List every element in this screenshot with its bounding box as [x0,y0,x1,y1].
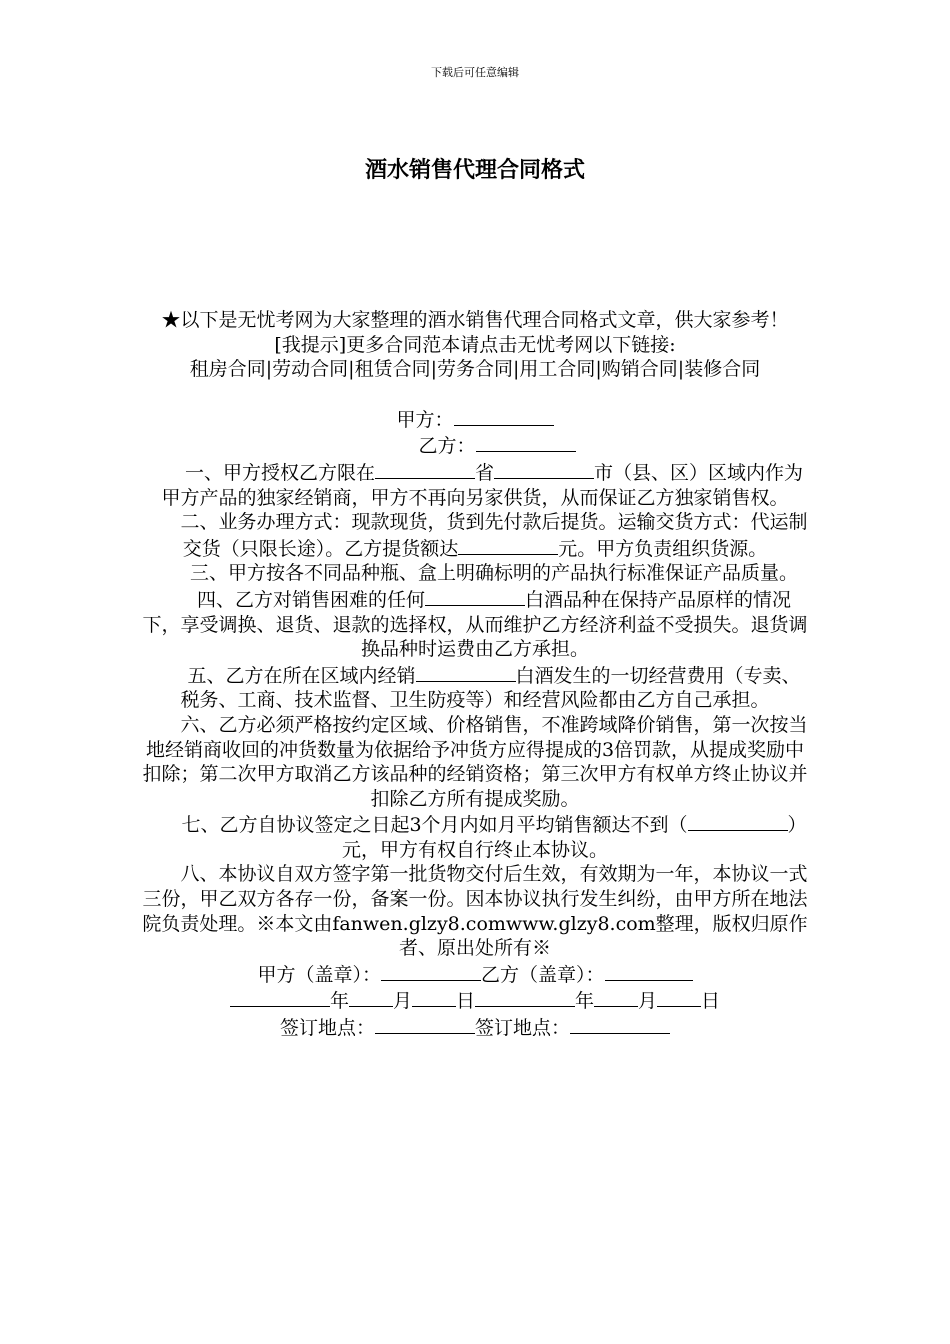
year-b-label: 年 [575,990,595,1013]
party-a-label: 甲方： [396,408,454,431]
year-a-label: 年 [329,990,349,1013]
sign-b-blank [605,961,693,981]
province-blank [375,459,475,479]
sales-blank [688,811,788,831]
month-b-label: 月 [638,990,658,1013]
intro-line-2: [我提示]更多合同范本请点击无忧考网以下链接: [274,333,676,356]
place-a-blank [375,1014,475,1034]
clause-5-text-b: 白酒发生的一切经营费用（专卖、税务、工商、技术监督、卫生防疫等）和经营风险都由乙方自己承担。 [180,664,801,712]
day-b-blank [657,987,701,1007]
year-a-blank [230,987,330,1007]
product-blank [425,586,525,606]
spacer [140,382,810,406]
amount-blank [458,535,558,555]
document-title: 酒水销售代理合同格式 [364,157,585,183]
day-a-label: 日 [455,990,475,1013]
sign-a-blank [381,961,481,981]
contract-links[interactable]: 租房合同|劳动合同|租赁合同|劳务合同|用工合同|购销合同|装修合同 [189,358,761,381]
clause-2-text-a: 二、业务办理方式：现款现货，货到先付款后提货。运输交货方式：代运制交货（只限长途）。乙方提货额达 [180,511,808,560]
clause-7-text-a: 七、乙方自协议签定之日起3个月内如月平均销售额达不到（ [181,814,688,837]
city-blank [494,459,594,479]
clause-3: 三、甲方按各不同品种瓶、盒上明确标明的产品执行标准保证产品质量。 [189,562,798,585]
party-a-line [140,406,810,433]
clause-1-text-b: 省 [474,461,494,484]
document-body [140,308,810,1041]
clause-7 [140,811,810,862]
clause-1 [140,459,810,510]
header-note: 下载后可任意编辑 [431,66,519,79]
party-a-blank [454,406,554,426]
month-a-label: 月 [392,990,412,1013]
place-line [140,1014,810,1041]
month-a-blank [349,987,393,1007]
clause-1-text-a: 一、甲方授权乙方限在 [184,461,375,484]
clause-6: 六、乙方必须严格按约定区域、价格销售，不准跨域降价销售，第一次按当地经销商收回的冲货数量为依据给予冲货方应得提成的3倍罚款，从提成奖励中扣除；第二次甲方取消乙方该品种的经销资格；第三次甲方有权单方终止协议并扣除乙方所有提成奖励。 [142,713,808,810]
sign-a-label: 甲方（盖章）： [257,963,381,986]
clause-8: 八、本协议自双方签字第一批货物交付后生效，有效期为一年，本协议一式三份，甲乙双方各存一份，备案一份。因本协议执行发生纠纷，由甲方所在地法院负责处理。※本文由fanwen.glzy8.comwww.glzy8.com整理，版权归原作者、原出处所有※ [142,863,808,960]
month-b-blank [594,987,638,1007]
clause-4 [140,586,810,662]
year-b-blank [475,987,575,1007]
sign-b-label: 乙方（盖章）： [481,963,605,986]
intro-line-1: ★以下是无忧考网为大家整理的酒水销售代理合同格式文章，供大家参考！ [161,309,789,331]
date-line [140,987,810,1014]
day-b-label: 日 [701,990,721,1013]
clause-2 [140,510,810,561]
place-b-blank [570,1014,670,1034]
party-b-blank [476,432,576,452]
party-b-label: 乙方： [418,435,476,458]
signature-line [140,961,810,988]
party-b-line [140,432,810,459]
clause-4-text-a: 四、乙方对销售困难的任何 [196,588,425,611]
clause-5-text-a: 五、乙方在所在区域内经销 [187,664,416,687]
clause-4-text-b: 白酒品种在保持产品原样的情况下，享受调换、退货、退款的选择权，从而维护乙方经济利益不受损失。退货调换品种时运费由乙方承担。 [142,588,808,661]
clause-5 [140,662,810,713]
place-b-label: 签订地点： [475,1017,571,1040]
clause-2-text-b: 元。甲方负责组织货源。 [558,537,768,560]
brand-blank [416,662,516,682]
clause-1-text-c: 市（县、区）区域内作为甲方产品的独家经销商，甲方不再向另家供货，从而保证乙方独家销售权。 [161,461,804,509]
day-a-blank [412,987,456,1007]
clause-7-text-b: ）元，甲方有权自行终止本协议。 [341,814,807,861]
place-a-label: 签订地点： [279,1017,375,1040]
